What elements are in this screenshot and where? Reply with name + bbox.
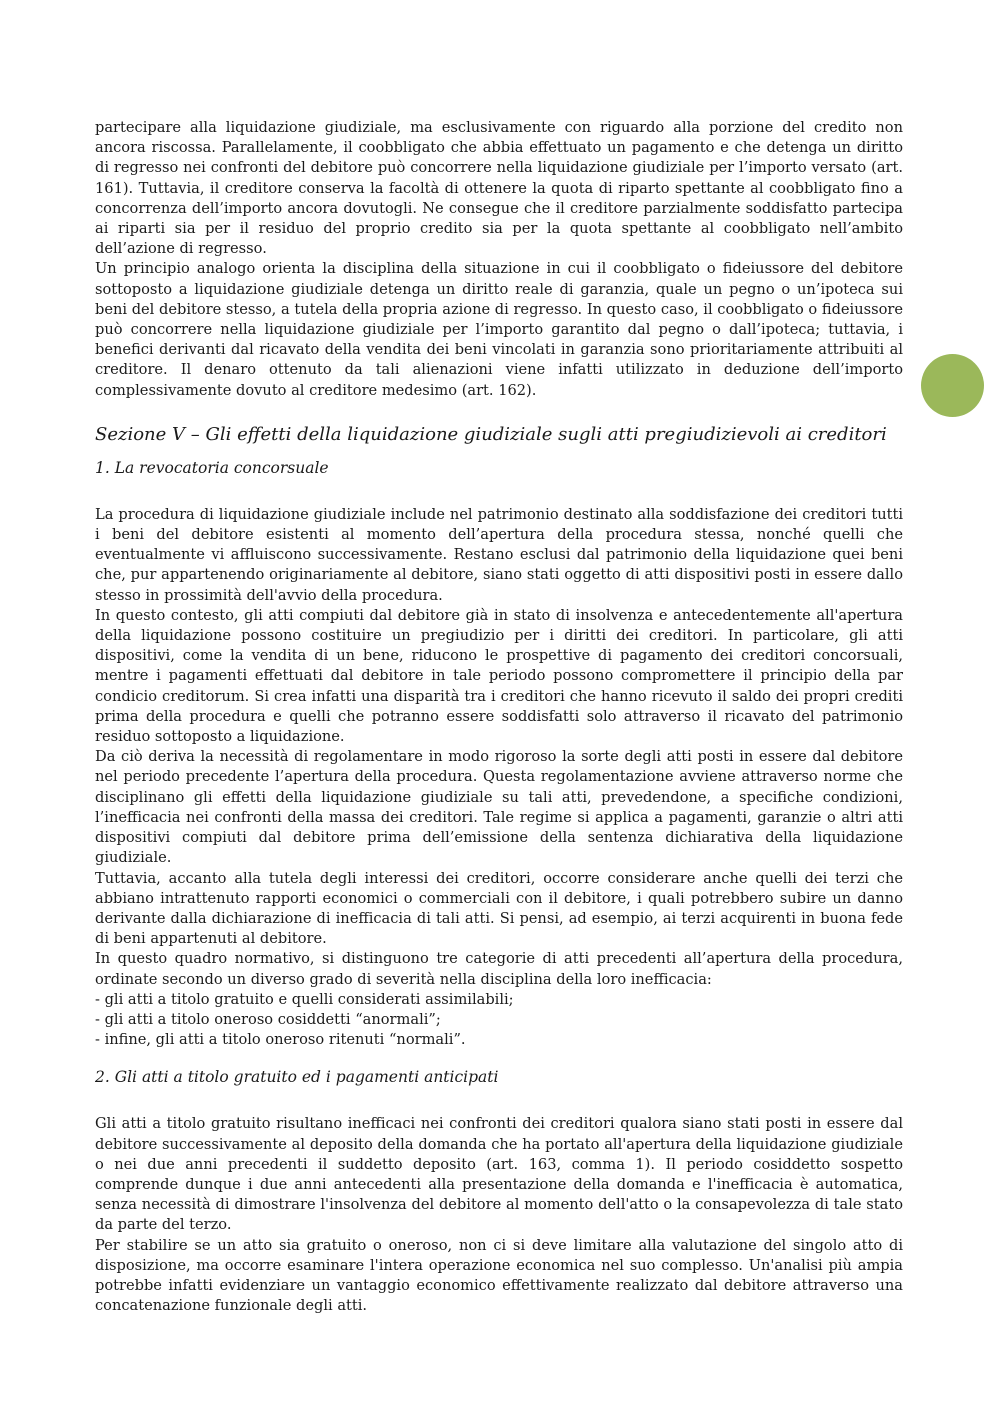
subsection-1-paragraph: In questo quadro normativo, si distinguono tre categorie di atti precedenti all’apertura della procedura, ordinate secondo un diverso grado di severità nella disciplina della loro inefficacia: — [95, 950, 903, 988]
subsection-1-title: 1. La revocatoria concorsuale — [95, 458, 329, 477]
intro-paragraph-1: partecipare alla liquidazione giudiziale, ma esclusivamente con riguardo alla porzione del credito non ancora riscossa. Parallelamente, il coobbligato che abbia effettuato un pagamento e che detenga un diritto di regresso nei confronti del debitore può concorrere nella liquidazione giudiziale per l’importo versato (art. 161). Tuttavia, il creditore conserva la facoltà di ottenere la quota di riparto spettante al coobbligato fino a concorrenza dell’importo ancora dovutogli. Ne consegue che il creditore parzialmente soddisfatto partecipa ai riparti sia per il residuo del proprio credito sia per la quota spettante al coobbligato nell’ambito dell’azione di regresso. — [95, 119, 903, 258]
subsection-2-paragraph: Gli atti a titolo gratuito risultano inefficaci nei confronti dei creditori qualora siano stati posti in essere dal debitore successivamente al deposito della domanda che ha portato all'apertura della liquidazione giudiziale o nei due anni precedenti il suddetto deposito (art. 163, comma 1). Il periodo cosiddetto sospetto comprende dunque i due anni antecedenti alla presentazione della domanda e l'inefficacia è automatica, senza necessità di dimostrare l'insolvenza del debitore al momento dell'atto o la consapevolezza di tale stato da parte del terzo. — [95, 1115, 903, 1234]
intro-paragraph-2: Un principio analogo orienta la disciplina della situazione in cui il coobbligato o fideiussore del debitore sottoposto a liquidazione giudiziale detenga un diritto reale di garanzia, quale un pegno o un’ipoteca sui beni del debitore stesso, a tutela della propria azione di regresso. In questo caso, il coobbligato o fideiussore può concorrere nella liquidazione giudiziale per l’importo garantito dal pegno o dall’ipoteca; tuttavia, i benefici derivanti dal ricavato della vendita dei beni vincolati in garanzia sono prioritariamente attribuiti al creditore. Il denaro ottenuto da tali alienazioni viene infatti utilizzato in deduzione dell’importo complessivamente dovuto al creditore medesimo (art. 162). — [95, 260, 903, 399]
section-title: Sezione V – Gli effetti della liquidazione giudiziale sugli atti pregiudizievoli ai creditori — [95, 423, 887, 445]
document-page — [95, 118, 903, 1316]
subsection-1-paragraph: Da ciò deriva la necessità di regolamentare in modo rigoroso la sorte degli atti posti in essere dal debitore nel periodo precedente l’apertura della procedura. Questa regolamentazione avviene attraverso norme che disciplinano gli effetti della liquidazione giudiziale su tali atti, prevedendone, a specifiche condizioni, l’inefficacia nei confronti della massa dei creditori. Tale regime si applica a pagamenti, garanzie o altri atti dispositivi compiuti dal debitore prima dell’emissione della sentenza dichiarativa della liquidazione giudiziale. — [95, 748, 903, 867]
subsection-1-paragraph: Tuttavia, accanto alla tutela degli interessi dei creditori, occorre considerare anche quelli dei terzi che abbiano intrattenuto rapporti economici o commerciali con il debitore, i quali potrebbero subire un danno derivante dalla dichiarazione di inefficacia di tali atti. Si pensi, ad esempio, ai terzi acquirenti in buona fede di beni appartenuti al debitore. — [95, 869, 903, 948]
green-circle-decoration — [921, 354, 984, 417]
subsection-2-paragraph: Per stabilire se un atto sia gratuito o oneroso, non ci si deve limitare alla valutazione del singolo atto di disposizione, ma occorre esaminare l'intera operazione economica nel suo complesso. Un'analisi più ampia potrebbe infatti evidenziare un vantaggio economico effettivamente realizzato dal debitore attraverso una concatenazione funzionale degli atti. — [95, 1236, 903, 1315]
subsection-2-title: 2. Gli atti a titolo gratuito ed i pagamenti anticipati — [95, 1068, 499, 1087]
list-item: - gli atti a titolo oneroso cosiddetti “anormali”; — [95, 1010, 441, 1028]
list-item: - infine, gli atti a titolo oneroso ritenuti “normali”. — [95, 1031, 466, 1049]
list-item: - gli atti a titolo gratuito e quelli considerati assimilabili; — [95, 990, 514, 1008]
subsection-1-paragraph: La procedura di liquidazione giudiziale include nel patrimonio destinato alla soddisfazione dei creditori tutti i beni del debitore esistenti al momento dell’apertura della procedura stessa, nonché quelli che eventualmente vi affluiscono successivamente. Restano esclusi dal patrimonio della liquidazione quei beni che, pur appartenendo originariamente al debitore, siano stati oggetto di atti dispositivi posti in essere dallo stesso in prossimità dell'avvio della procedura. — [95, 505, 903, 604]
subsection-1-paragraph: In questo contesto, gli atti compiuti dal debitore già in stato di insolvenza e antecedentemente all'apertura della liquidazione possono costituire un pregiudizio per i diritti dei creditori. In particolare, gli atti dispositivi, come la vendita di un bene, riducono le prospettive di pagamento dei creditori concorsuali, mentre i pagamenti effettuati dal debitore in tale periodo possono compromettere il principio della par condicio creditorum. Si crea infatti una disparità tra i creditori che hanno ricevuto il saldo dei propri crediti prima della procedura e quelli che potranno essere soddisfatti solo attraverso il ricavato del patrimonio residuo sottoposto a liquidazione. — [95, 606, 903, 746]
